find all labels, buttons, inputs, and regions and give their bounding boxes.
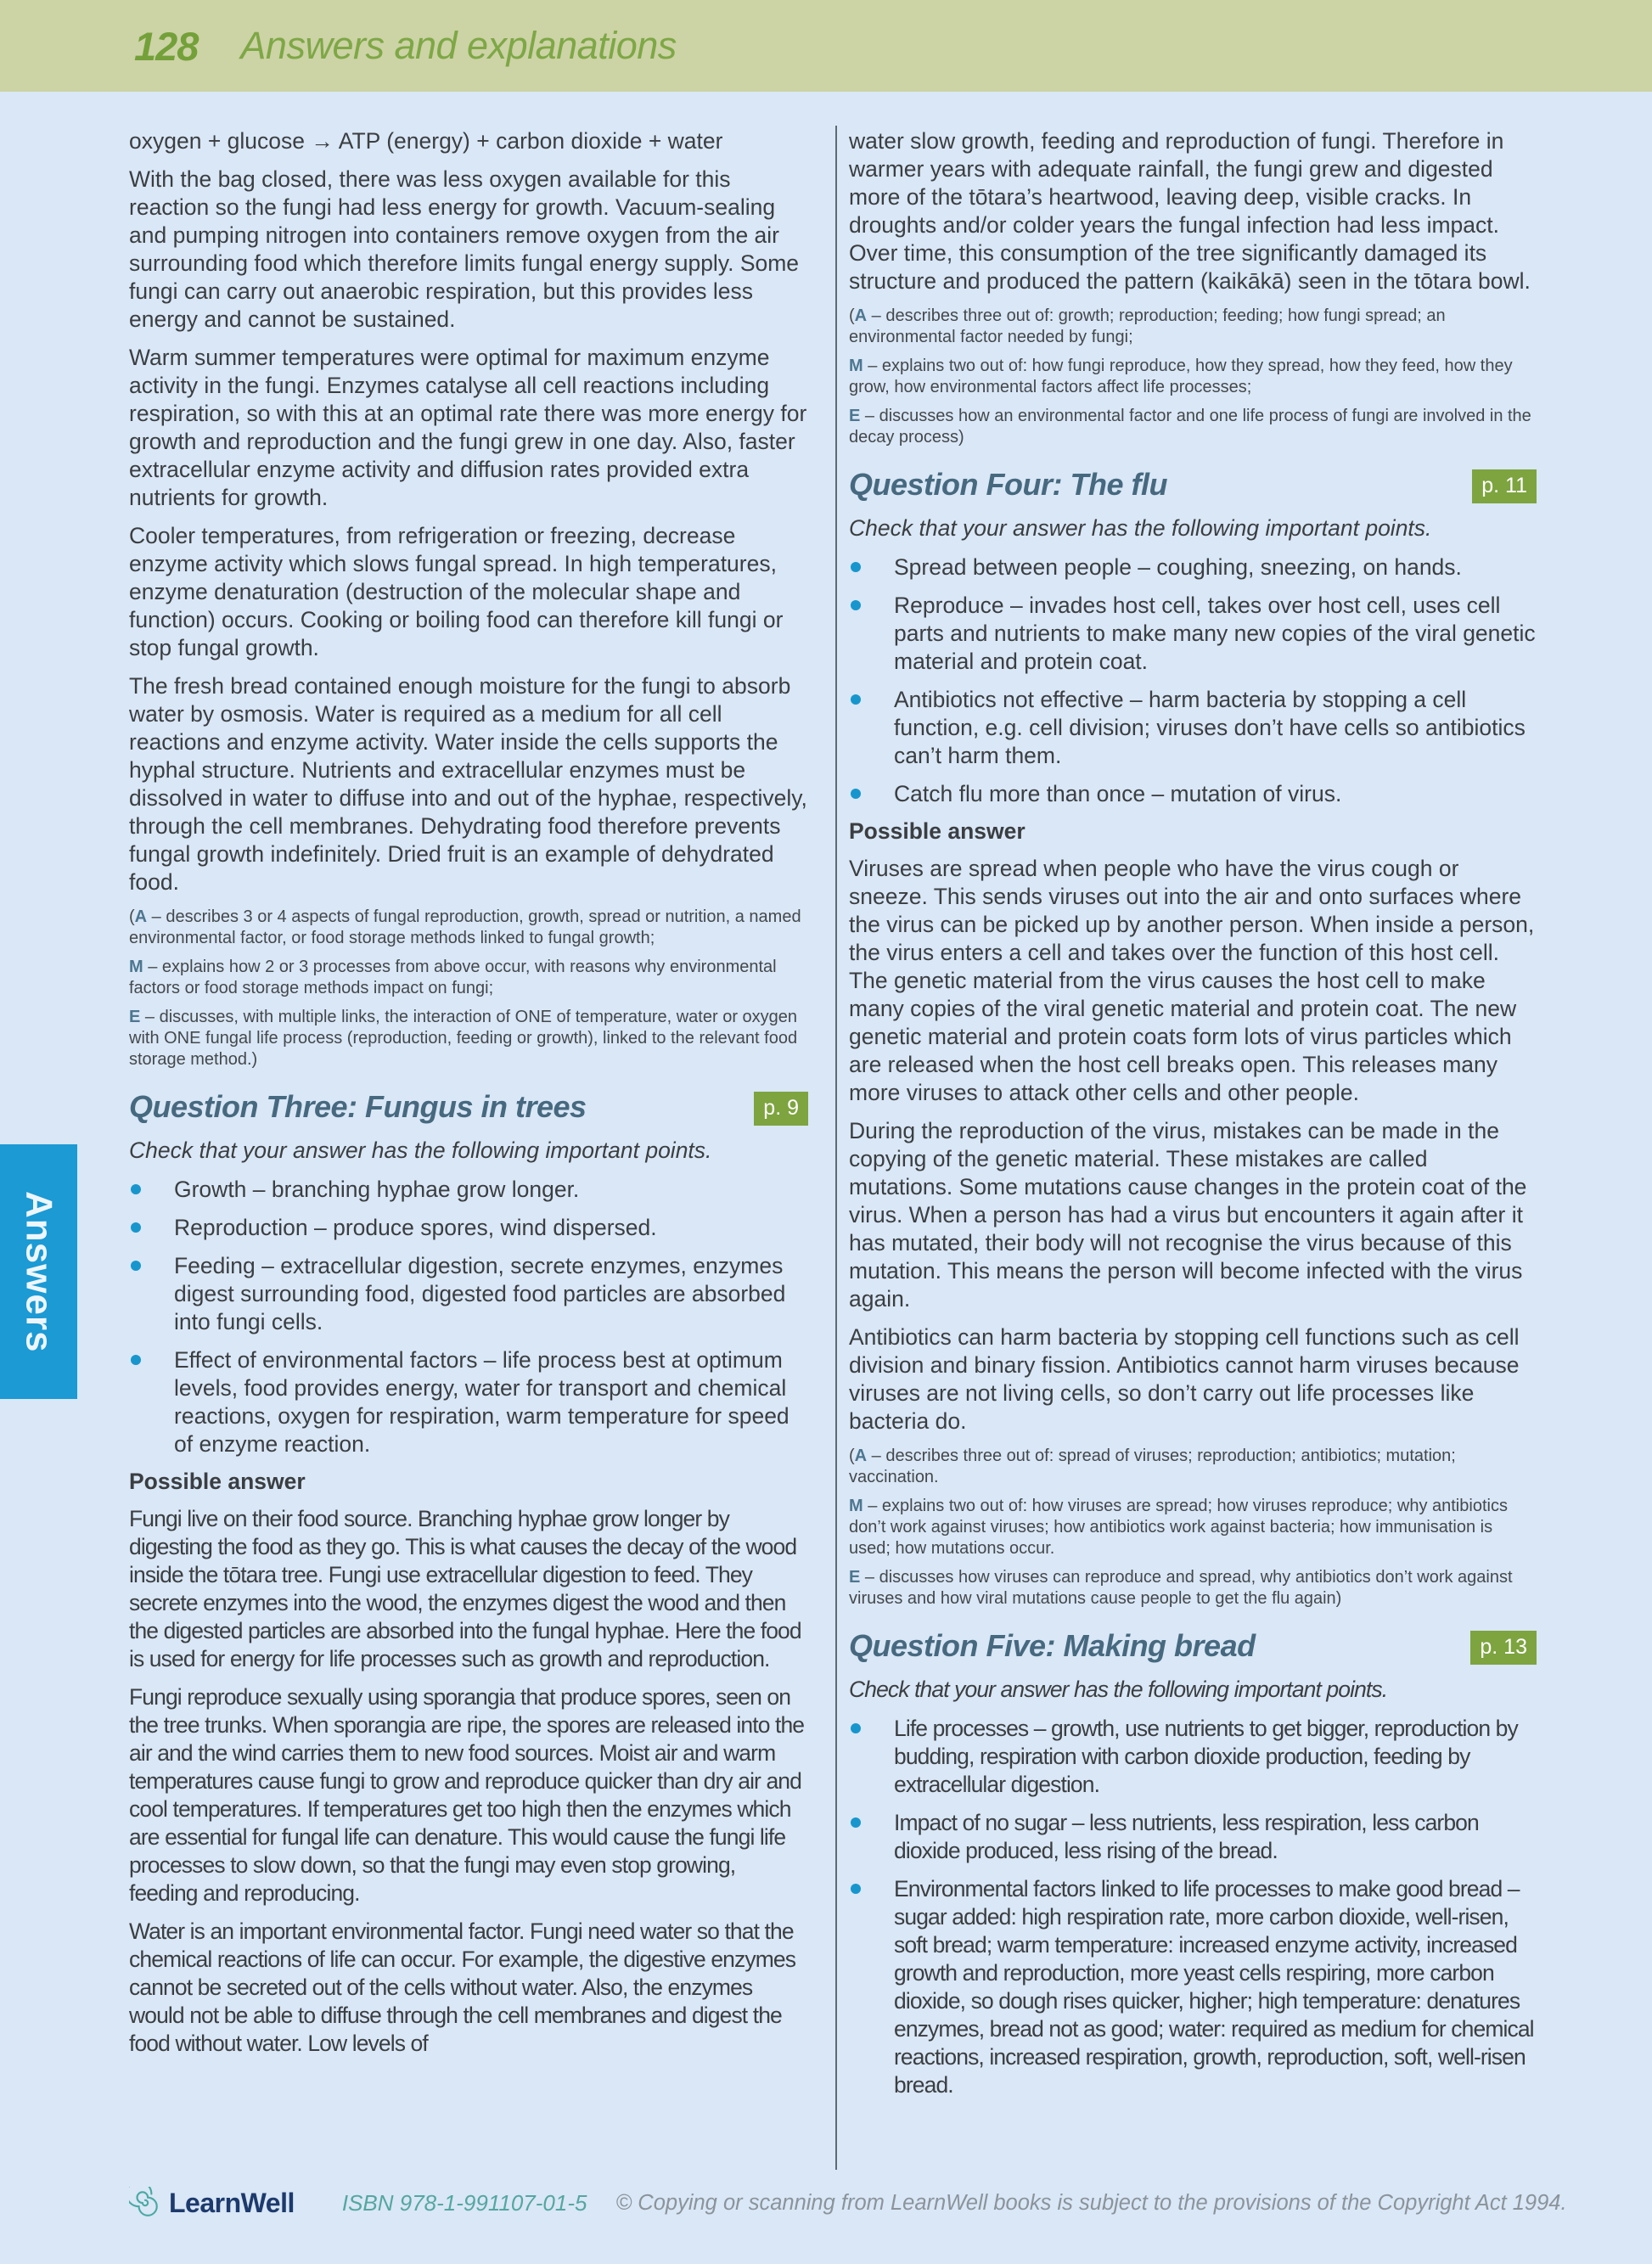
bullet-dot-icon [851,1723,861,1733]
criteria-item [129,1007,808,1070]
learnwell-wordmark: LearnWell [169,2187,295,2218]
bullet-text: Feeding – extracellular digestion, secrete enzymes, enzymes digest surrounding food, digested food particles are absorbed into fungi cells. [174,1253,786,1334]
criteria-item [849,356,1537,398]
bullet-item [129,1214,808,1242]
check-note: Check that your answer has the following important points. [849,1677,1388,1702]
page-ref-badge: p. 9 [754,1092,808,1126]
marking-criteria [849,306,1537,448]
bullet-text: Growth – branching hyphae grow longer. [174,1177,580,1202]
criteria-grade-letter: M [849,357,863,375]
bullet-dot-icon [851,1817,861,1828]
criteria-text: – discusses, with multiple links, the interaction of ONE of temperature, water or oxygen with ONE fungal life process (reproduction, feeding or growth), linked to the relevant food storage method.) [129,1008,798,1069]
criteria-paren: ( [129,907,135,926]
bullet-text: Catch flu more than once – mutation of virus. [894,781,1342,806]
question-heading [129,1089,808,1128]
criteria-grade-letter: E [849,1568,861,1587]
page-footer [129,2187,1623,2219]
bullet-text: Life processes – growth, use nutrients to get bigger, reproduction by budding, respiration with carbon dioxide production, feeding by extracellular digestion. [894,1716,1518,1797]
question-title: Question Three: Fungus in trees [129,1089,587,1124]
bullet-list [129,1176,808,1458]
answers-side-tab [0,1144,77,1399]
criteria-grade-letter: M [849,1497,863,1515]
column-divider [835,126,837,2170]
bullet-text: Antibiotics not effective – harm bacteria by stopping a cell function, e.g. cell division; viruses don’t have cells so antibiotics can’t harm them. [894,687,1526,768]
bullet-dot-icon [131,1184,141,1194]
bullet-dot-icon [851,562,861,572]
bullet-text: Reproduction – produce spores, wind dispersed. [174,1215,657,1240]
bullet-item [849,686,1537,770]
criteria-text: – discusses how viruses can reproduce and spread, why antibiotics don’t work against viruses and how viral mutations cause people to get the flu again) [849,1568,1513,1608]
criteria-grade-letter: E [129,1008,141,1026]
bullet-item [849,1875,1537,2099]
bullet-text: Reproduce – invades host cell, takes over host cell, uses cell parts and nutrients to make many new copies of the viral genetic material and protein coat. [894,593,1536,674]
paragraph: Water is an important environmental factor. Fungi need water so that the chemical reactions of life can occur. For example, the digestive enzymes cannot be secreted out of the cells without water. Also, the enzymes would not be able to diffuse through the cell membranes and digest the food without water. Low levels of [129,1919,796,2056]
isbn-text: ISBN 978-1-991107-01-5 [341,2189,587,2216]
criteria-text: – describes three out of: spread of viruses; reproduction; antibiotics; mutation; vaccination. [849,1447,1456,1486]
criteria-grade-letter: M [129,958,143,976]
paragraph: water slow growth, feeding and reproduction of fungi. Therefore in warmer years with adequate rainfall, the fungi grew and digested more of the tōtara’s heartwood, leaving deep, visible cracks. In droughts and/or colder years the fungal infection had less impact. Over time, this consumption of the tree significantly damaged its structure and produced the pattern (kaikākā) seen in the tōtara bowl. [849,128,1531,294]
paragraph: oxygen + glucose → ATP (energy) + carbon dioxide + water [129,128,723,154]
criteria-paren: ( [849,1447,855,1465]
bullet-list [849,1715,1537,2099]
bullet-item [849,553,1537,581]
right-column [849,127,1537,2110]
criteria-text: – describes 3 or 4 aspects of fungal reproduction, growth, spread or nutrition, a named environmental factor, or food storage methods linked to fungal growth; [129,907,801,947]
marking-criteria [129,907,808,1070]
criteria-item [849,306,1537,348]
criteria-item [849,1446,1537,1488]
criteria-text: – explains two out of: how fungi reproduce, how they spread, how they feed, how they grow, how environmental factors affect life processes; [849,357,1513,396]
paragraph: Antibiotics can harm bacteria by stopping cell functions such as cell division and binary fission. Antibiotics cannot harm viruses because viruses are not living cells, so don’t carry out life processes like bacteria do. [849,1324,1520,1434]
paragraph: With the bag closed, there was less oxygen available for this reaction so the fungi had less energy for growth. Vacuum-sealing and pumping nitrogen into containers remove oxygen from the air surrounding food which therefore limits fungal energy supply. Some fungi can carry out anaerobic respiration, but this provides less energy and cannot be sustained. [129,166,800,332]
bullet-dot-icon [851,1884,861,1894]
question-heading [849,467,1537,506]
criteria-item [129,957,808,999]
marking-criteria [849,1446,1537,1610]
possible-answer-label: Possible answer [849,818,1025,844]
bullet-dot-icon [851,600,861,610]
paragraph: During the reproduction of the virus, mistakes can be made in the copying of the genetic material. These mistakes are called mutations. Some mutations cause changes in the protein coat of the virus. When a person has had a virus but encounters it again after it has mutated, their body will not recognise the virus because of this mutation. This means the person will become infected with the virus again. [849,1118,1527,1312]
paragraph: Warm summer temperatures were optimal for maximum enzyme activity in the fungi. Enzymes catalyse all cell reactions including respiration, so with this at an optimal rate there was more energy for growth and reproduction and the fungi grew in one day. Also, faster extracellular enzyme activity and diffusion rates provided extra nutrients for growth. [129,345,807,510]
page-ref-badge: p. 11 [1472,469,1537,503]
criteria-grade-letter: A [134,907,148,926]
paragraph: Cooler temperatures, from refrigeration or freezing, decrease enzyme activity which slows fungal spread. In high temperatures, enzyme denaturation (destruction of the molecular shape and function) occurs. Cooking or boiling food can therefore kill fungi or stop fungal growth. [129,523,784,660]
question-title: Question Five: Making bread [849,1628,1256,1663]
bullet-item [849,780,1537,808]
criteria-text: – explains how 2 or 3 processes from above occur, with reasons why environmental factors or food storage methods impact on fungi; [129,958,777,997]
bullet-dot-icon [131,1355,141,1365]
bullet-dot-icon [131,1222,141,1233]
question-title: Question Four: The flu [849,467,1167,502]
bullet-text: Spread between people – coughing, sneezing, on hands. [894,554,1462,580]
paragraph: Fungi live on their food source. Branching hyphae grow longer by digesting the food as they go. This is what causes the decay of the wood inside the tōtara tree. Fungi use extracellular digestion to feed. They secrete enzymes into the wood, the enzymes digest the wood and then the digested particles are absorbed into the fungal hyphae. Here the food is used for energy for life processes such as growth and reproduction. [129,1506,801,1671]
learnwell-logo [129,2187,295,2219]
criteria-text: – discusses how an environmental factor and one life process of fungi are involved in the decay process) [849,407,1531,447]
criteria-item [849,1567,1537,1610]
paragraph: Viruses are spread when people who have the virus cough or sneeze. This sends viruses out into the air and onto surfaces where the virus can be picked up by another person. When inside a person, the virus enters a cell and takes over the function of this host cell. The genetic material from the virus causes the host cell to make many copies of the viral genetic material and protein coat. The new genetic material and protein coats form lots of virus particles which are released when the host cell breaks open. This releases many more viruses to attack other cells and other people. [849,856,1535,1105]
page-number: 128 [134,23,199,69]
answers-tab-label: Answers [18,1190,60,1353]
copyright-text: © Copying or scanning from LearnWell books is subject to the provisions of the Copyright Act 1994. [615,2190,1567,2215]
criteria-paren: ( [849,306,855,325]
criteria-item [849,406,1537,448]
left-column [129,127,808,2068]
bullet-item [849,592,1537,676]
bullet-text: Effect of environmental factors – life process best at optimum levels, food provides energy, water for transport and chemical reactions, oxygen for respiration, warm temperature for speed of enzyme reaction. [174,1347,789,1457]
bullet-item [849,1809,1537,1865]
bullet-text: Impact of no sugar – less nutrients, less respiration, less carbon dioxide produced, less rising of the bread. [894,1810,1479,1863]
page-title: Answers and explanations [240,24,677,67]
criteria-text: – explains two out of: how viruses are spread; how viruses reproduce; why antibiotics don’t work against viruses; how antibiotics work against bacteria; how immunisation is used; how mutations occur. [849,1497,1508,1558]
check-note: Check that your answer has the following important points. [129,1138,712,1163]
criteria-grade-letter: E [849,407,861,425]
bullet-item [129,1176,808,1204]
spiral-logo-icon [129,2187,161,2219]
bullet-dot-icon [851,694,861,705]
bullet-item [129,1346,808,1458]
question-heading [849,1628,1537,1667]
possible-answer-label: Possible answer [129,1469,306,1494]
page-ref-badge: p. 13 [1470,1631,1537,1665]
paragraph: Fungi reproduce sexually using sporangia that produce spores, seen on the tree trunks. When sporangia are ripe, the spores are released into the air and the wind carries them to new food sources. Moist air and warm temperatures cause fungi to grow and reproduce quicker than dry air and cool temperatures. If temperatures get too high then the enzymes which are essential for fungal life can denature. This would cause the fungi life processes to slow down, so that the fungi may even stop growing, feeding and reproducing. [129,1684,805,1906]
bullet-dot-icon [851,789,861,799]
page-header [0,0,1652,92]
criteria-item [129,907,808,949]
bullet-dot-icon [131,1261,141,1271]
criteria-grade-letter: A [854,1447,868,1465]
bullet-item [849,1715,1537,1799]
bullet-item [129,1252,808,1336]
paragraph: The fresh bread contained enough moisture for the fungi to absorb water by osmosis. Water is required as a medium for all cell reactions and enzyme activity. Water inside the cells supports the hyphal structure. Nutrients and extracellular enzymes must be dissolved in water to diffuse into and out of the hyphae, respectively, through the cell membranes. Dehydrating food therefore prevents fungal growth indefinitely. Dried fruit is an example of dehydrated food. [129,673,807,895]
criteria-item [849,1496,1537,1559]
bullet-list [849,553,1537,808]
criteria-text: – describes three out of: growth; reproduction; feeding; how fungi spread; an environmental factor needed by fungi; [849,306,1446,346]
bullet-text: Environmental factors linked to life processes to make good bread – sugar added: high respiration rate, more carbon dioxide, well-risen, soft bread; warm temperature: increased enzyme activity, increased growth and reproduction, more yeast cells respiring, more carbon dioxide, so dough rises quicker, higher; high temperature: denatures enzymes, bread not as good; water: required as medium for chemical reactions, increased respiration, growth, reproduction, soft, well-risen bread. [894,1876,1534,2098]
check-note: Check that your answer has the following important points. [849,515,1432,541]
criteria-grade-letter: A [854,306,868,325]
